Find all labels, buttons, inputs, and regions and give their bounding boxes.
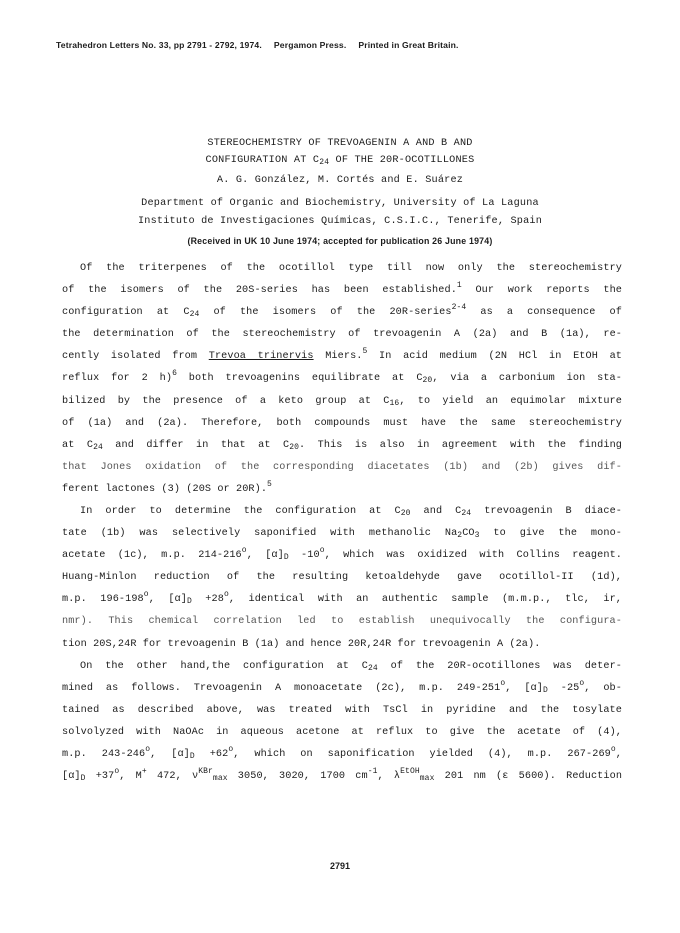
paragraph-3: On the other hand,the configuration at $C_{24}$ of the 20R-ocotillones was deter- mined as follows. Trevoagenin A monoacetate (2c), m.p. 249-251$^o$, $[\alpha]_D$ -25$^o$, ob- tained as described above, was treated with TsCl in pyridine and the tosylate solvolyzed with NaOAc in aqueous acetone at reflux to give the acetate of (4), m.p. 243-246$^o$, $[\alpha]_D +62^o$, which on saponification yielded (4), m.p. 267-269$^o$, $[\alpha]_D +37^o$, M+ 472, $\nu^{KBr}_{max}$ 3050, 3020, 1700 $cm^{-1}$, $\lambda^{EtOH}_{max}$ 201 nm (ε 5600). Reduction (62, 661, 623, 784)
printed-note: Printed in Great Britain. (358, 40, 459, 50)
affiliation-line-2: Instituto de Investigaciones Químicas, C.S.I.C., Tenerife, Spain (137, 216, 543, 227)
paragraph-2: In order to determine the configuration at $C_{20}$ and $C_{24}$ trevoagenin B diace- tate (1b) was selectively saponified with methanolic $Na_2CO_3$ to give the mono- acetate (1c), m.p. 214-216$^o$, $[\alpha]_D$ -10$^o$, which was oxidized with Collins reagent. Huang-Minlon reduction of the resulting ketoaldehyde gave ocotillol-II (1d), m.p. 196-198$^o$, $[\alpha]_D +28^o$, identical with an authentic sample (m.m.p., tlc, ir, nmr). This chemical correlation led to establish unequivocally the configura- tion 20S,24R for trevoagenin B (1a) and hence 20R,24R for trevoagenin A (2a). (62, 506, 623, 650)
paper-title-line-2: CONFIGURATION AT $C_{24}$ OF THE 20R-OCOTILLONES (205, 155, 475, 167)
publisher-name: Pergamon Press. (273, 40, 347, 50)
journal-citation: Tetrahedron Letters No. 33, pp 2791 - 2792, 1974. (56, 40, 262, 50)
received-dates: (Received in UK 10 June 1974; accepted for publication 26 June 1974) (187, 236, 493, 246)
species-name: Trevoa trinervis (208, 351, 314, 363)
paper-title-line-1: STEREOCHEMISTRY OF TREVOAGENIN A AND B AND (207, 138, 473, 149)
page-number: 2791 (329, 861, 351, 871)
author-list: A. G. González, M. Cortés and E. Suárez (216, 175, 464, 186)
affiliation-line-1: Department of Organic and Biochemistry, University of La Laguna (141, 198, 539, 209)
paragraph-1: Of the triterpenes of the ocotillol type till now only the stereochemistry of the isomers of the 20S-series has been established.$^1$ Our work reports the configuration at $C_{24}$ of the isomers of the 20R-series$^{2-4}$ as a consequence of the determination of the stereochemistry of trevoagenin A (2a) and B (1a), re- cently isolated from Trevoa trinervis Miers.$^5$ In acid medium (2N HCl in EtOH at reflux for 2 h)$^6$ both trevoagenins equilibrate at $C_{20}$, via a carbonium ion sta- bilized by the presence of a keto group at $C_{16}$, to yield an equimolar mixture of (1a) and (2a). Therefore, both compounds must have the same stereochemistry at $C_{24}$ and differ in that at $C_{20}$. This is also in agreement with the finding that Jones oxidation of the corresponding diacetates (1b) and (2b) gives dif- ferent lactones (3) (20S or 20R).$^5$ (62, 263, 623, 495)
running-header (56, 40, 646, 50)
